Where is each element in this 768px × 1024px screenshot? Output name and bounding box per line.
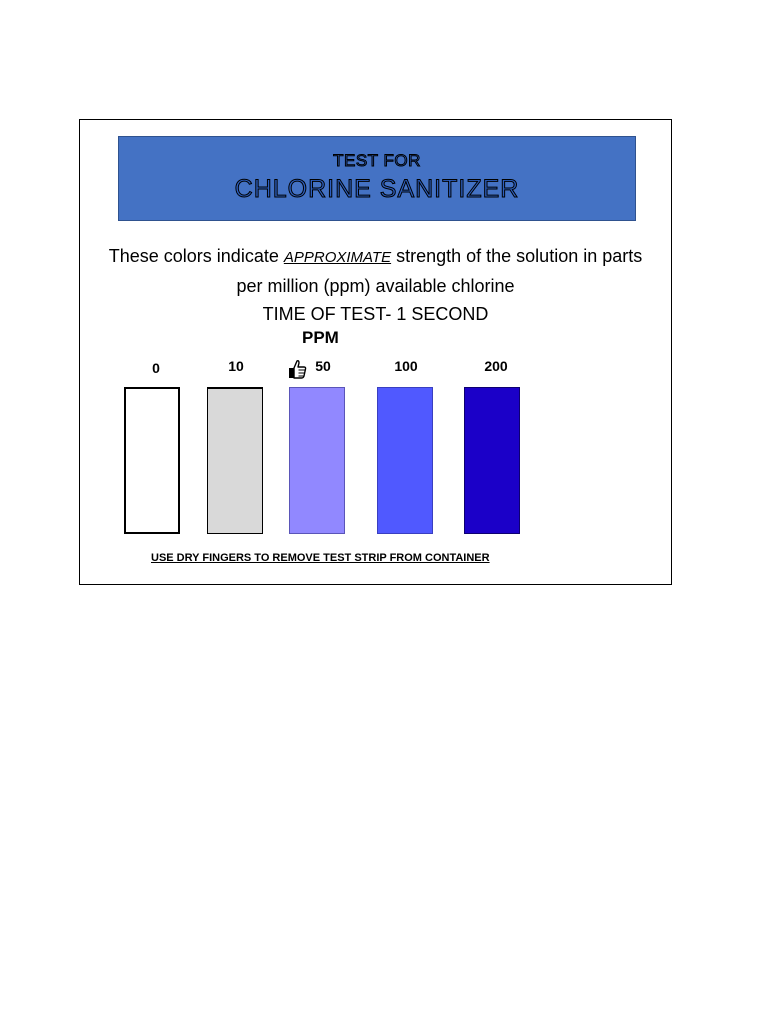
color-strip-100 — [377, 387, 433, 534]
description — [90, 242, 661, 328]
description-line-1 — [90, 242, 661, 272]
title-banner — [118, 136, 636, 221]
level-label-50: 50 — [315, 358, 331, 374]
level-label-10: 10 — [228, 358, 244, 374]
banner-subtitle: TEST FOR — [333, 151, 421, 170]
color-strip-50 — [289, 387, 345, 534]
approximate-emphasis: APPROXIMATE — [283, 249, 392, 266]
test-time: TIME OF TEST- 1 SECOND — [262, 304, 489, 324]
instruction-note: USE DRY FINGERS TO REMOVE TEST STRIP FROM CONTAINER — [151, 552, 490, 564]
color-strip-0 — [124, 387, 180, 534]
banner-title: CHLORINE SANITIZER — [234, 175, 520, 203]
description-text-pre: These colors indicate — [108, 246, 284, 266]
test-card — [79, 119, 672, 585]
level-label-100: 100 — [394, 358, 418, 374]
color-strip-10 — [207, 387, 263, 534]
level-label-0: 0 — [152, 360, 160, 376]
ppm-label: PPM — [302, 328, 339, 347]
color-strip-200 — [464, 387, 520, 534]
description-text-post: strength of the solution in parts — [391, 246, 643, 266]
thumbs-up-icon — [286, 358, 308, 380]
level-label-200: 200 — [484, 358, 508, 374]
description-line-2: per million (ppm) available chlorine — [236, 276, 515, 296]
